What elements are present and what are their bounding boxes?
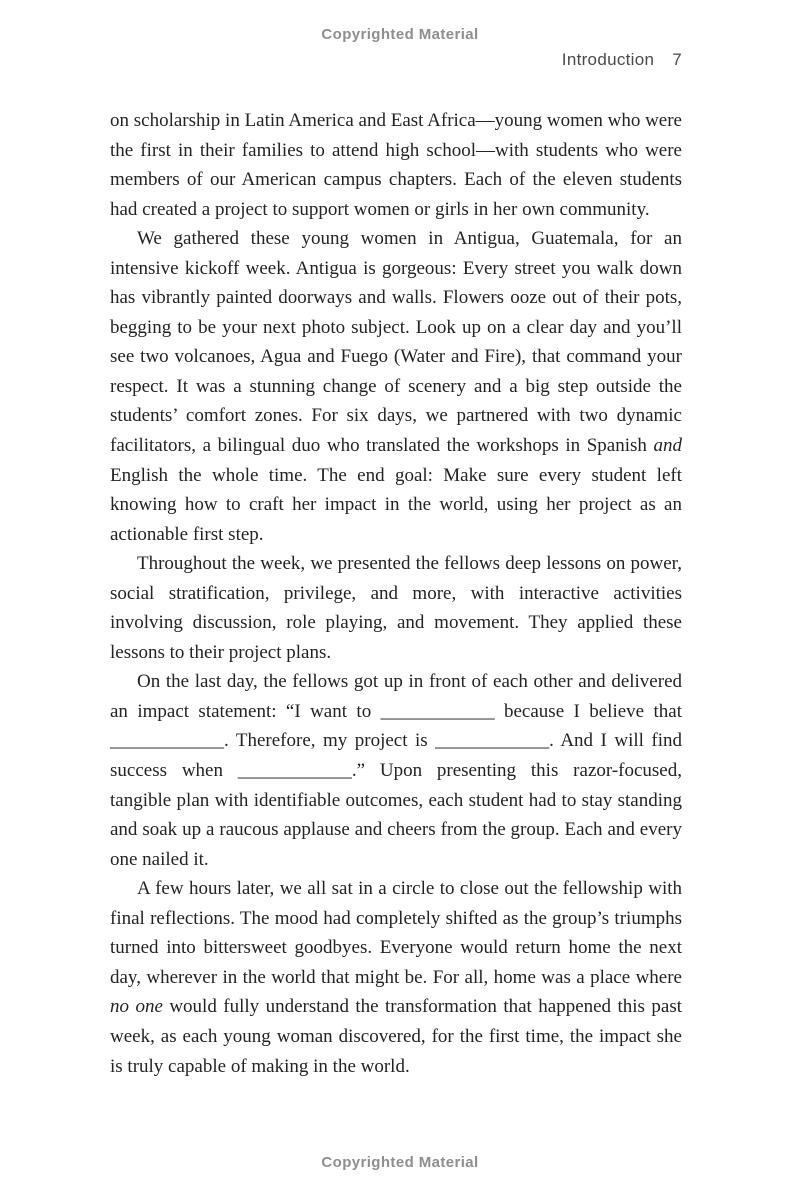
body-text xyxy=(110,106,682,1081)
italic-text: no one xyxy=(110,996,163,1018)
text-run: would fully understand the transformation that happened this past week, as each young woman discovered, for the first time, the impact she is truly capable of making in the world. xyxy=(110,996,682,1077)
text-run: We gathered these young women in Antigua, Guatemala, for an intensive kickoff week. Antigua is gorgeous: Every street you walk down has vibrantly painted doorways and walls. Flowers ooze out of their pots, begging to be your next photo subject. Look up on a clear day and you’ll see two volcanoes, Agua and Fuego (Water and Fire), that command your respect. It was a stunning change of scenery and a big step outside the students’ comfort zones. For six days, we partnered with two dynamic facilitators, a bilingual duo who translated the workshops in Spanish xyxy=(110,228,682,457)
paragraph xyxy=(110,874,682,1081)
running-head xyxy=(110,50,682,70)
text-run: English the whole time. The end goal: Make sure every student left knowing how to craft her impact in the world, using her project as an actionable first step. xyxy=(110,464,682,545)
watermark-bottom: Copyrighted Material xyxy=(321,1154,479,1171)
italic-text: and xyxy=(653,435,682,457)
watermark-top: Copyrighted Material xyxy=(321,26,479,43)
paragraph xyxy=(110,224,682,549)
paragraph xyxy=(110,667,682,874)
text-run: Throughout the week, we presented the fellows deep lessons on power, social stratification, privilege, and more, with interactive activities involving discussion, role playing, and movement. They applied these lessons to their project plans. xyxy=(110,553,682,663)
page-number: 7 xyxy=(672,50,682,69)
text-run: on scholarship in Latin America and East Africa—young women who were the first in their families to attend high school—with students who were members of our American campus chapters. Each of the eleven students had created a project to support women or girls in her own community. xyxy=(110,110,682,220)
text-run: A few hours later, we all sat in a circle to close out the fellowship with final reflections. The mood had completely shifted as the group’s triumphs turned into bittersweet goodbyes. Everyone would return home the next day, wherever in the world that might be. For all, home was a place where xyxy=(110,878,682,988)
paragraph xyxy=(110,549,682,667)
text-run: On the last day, the fellows got up in front of each other and delivered an impact statement: “I want to ____________ because I believe that ____________. Therefore, my project is ____________. And I will find success when ____________.” Upon presenting this razor-focused, tangible plan with identifiable outcomes, each student had to stay standing and soak up a raucous applause and cheers from the group. Each and every one nailed it. xyxy=(110,671,682,870)
paragraph xyxy=(110,106,682,224)
running-head-title: Introduction xyxy=(561,50,655,69)
